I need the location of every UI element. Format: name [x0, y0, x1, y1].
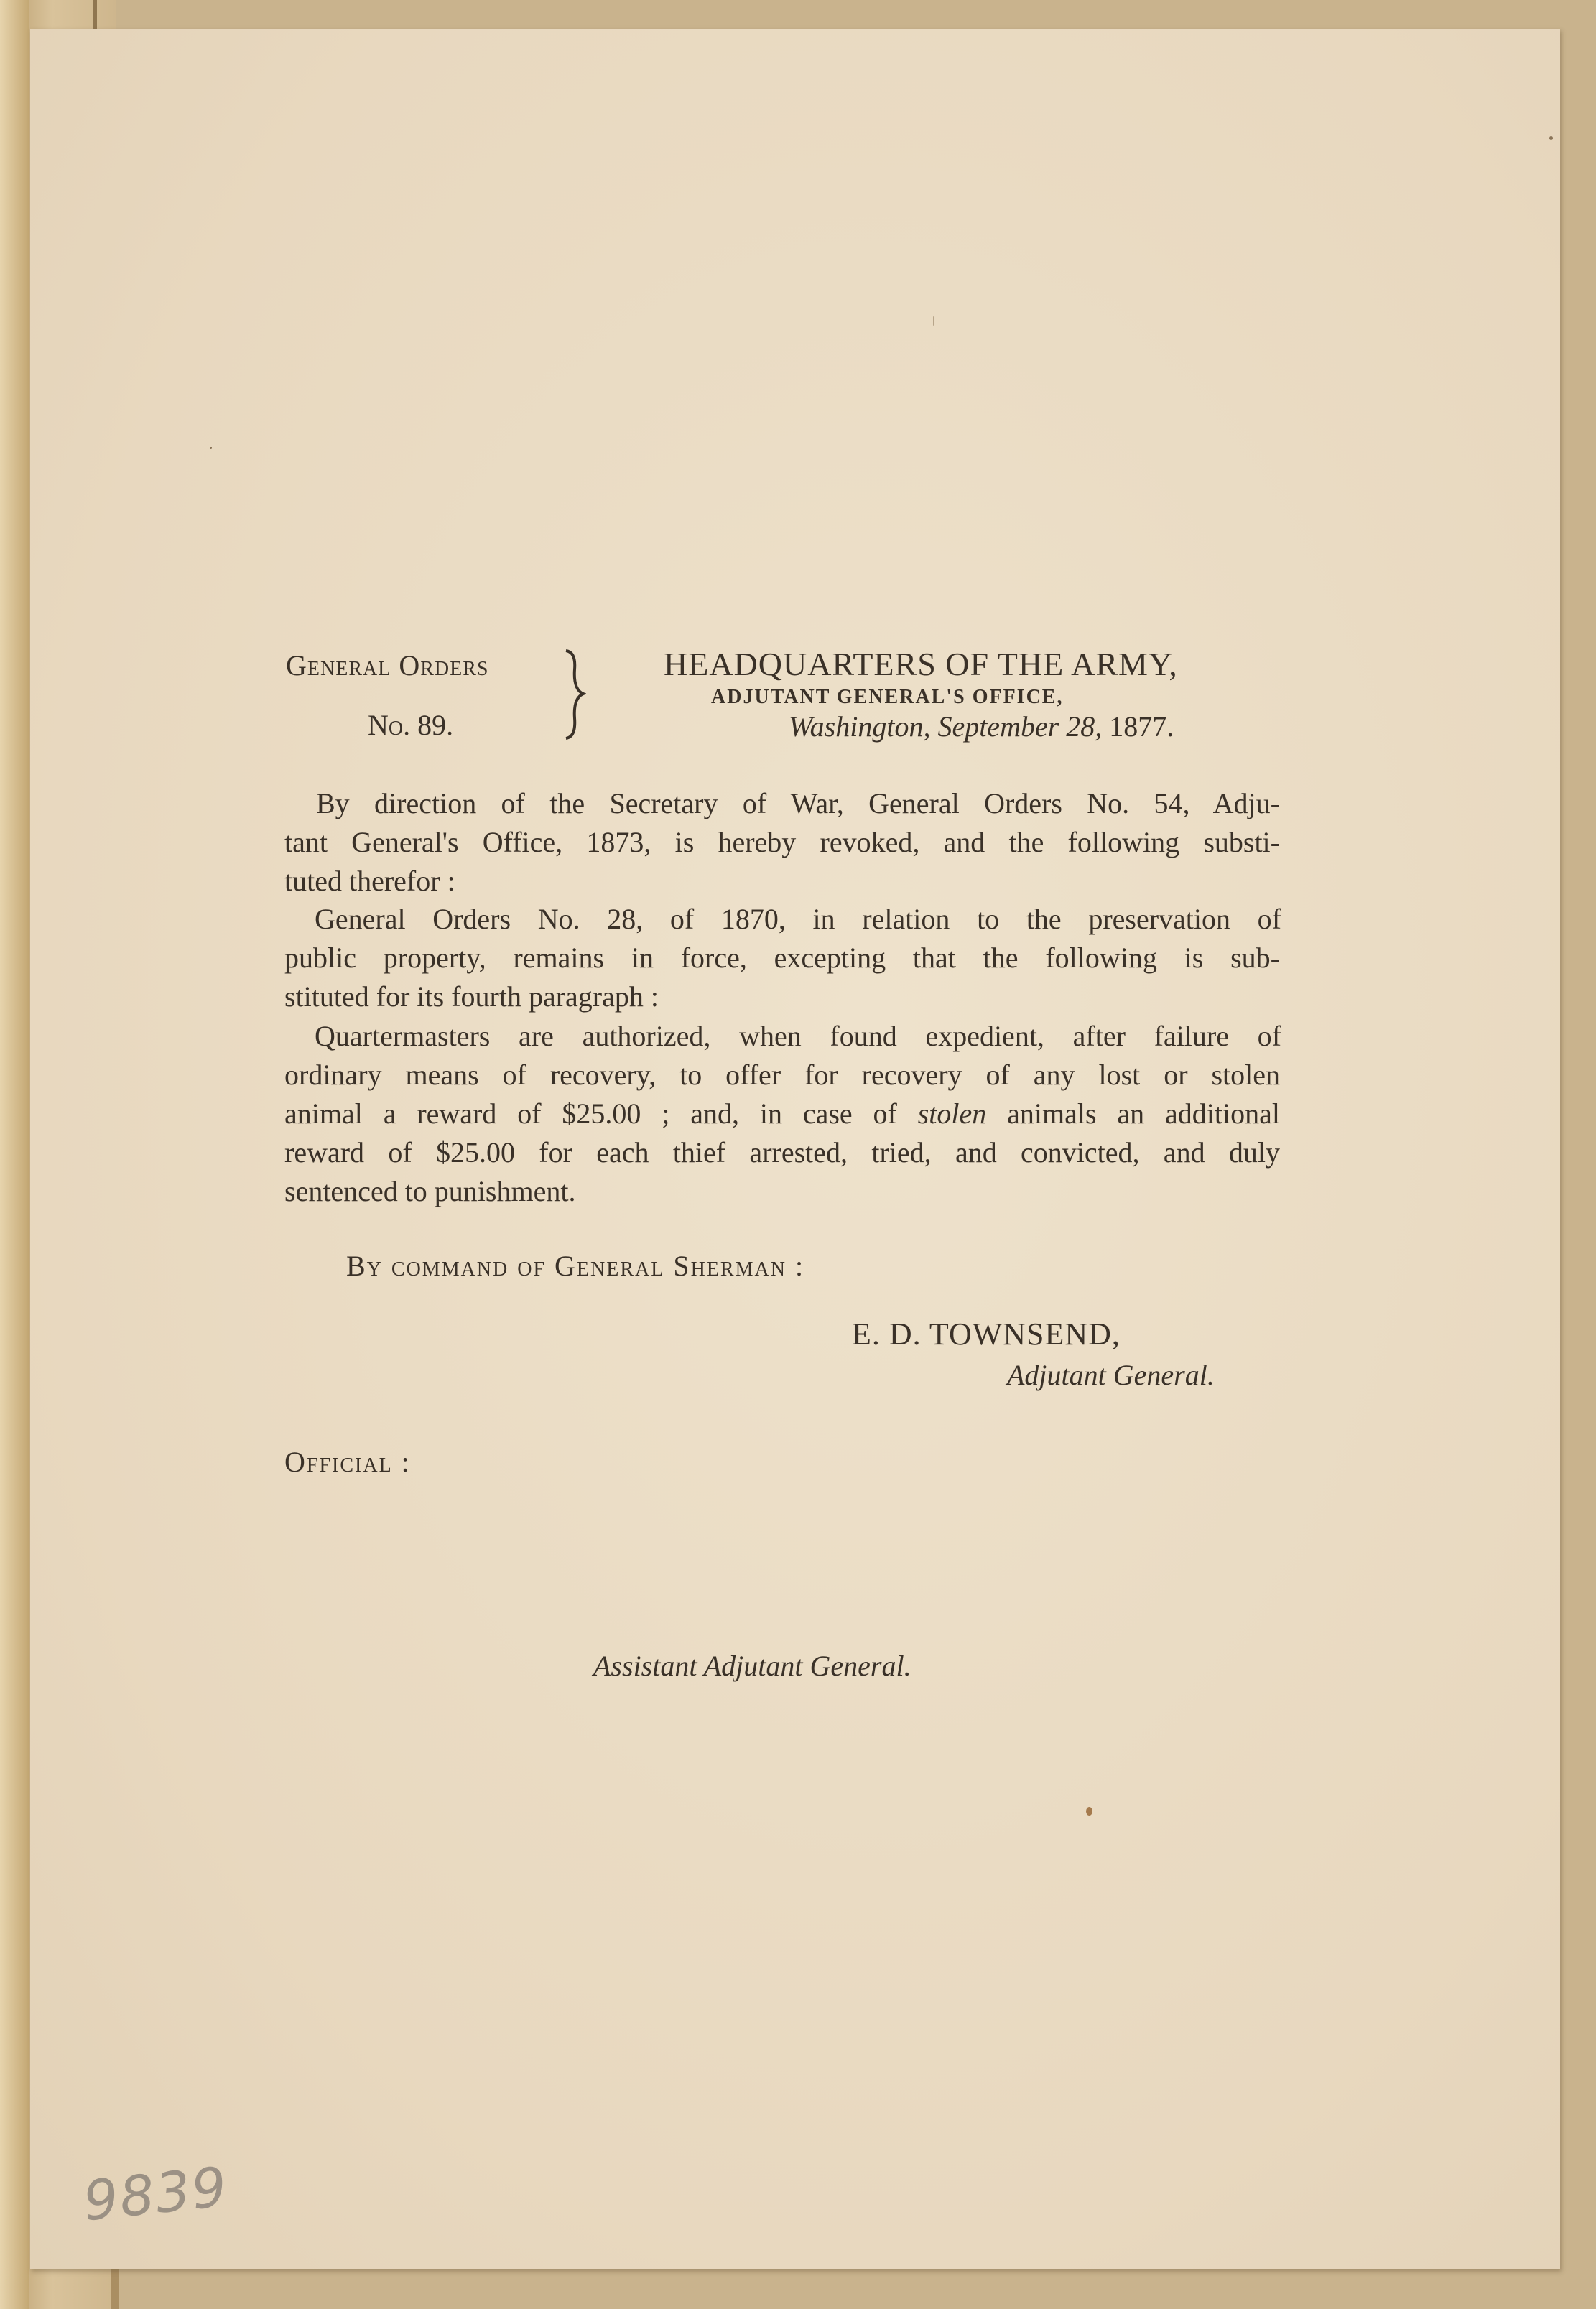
- paper-speck: [210, 447, 212, 449]
- dateline-place: Washington, September 28,: [789, 710, 1103, 743]
- paragraph-3-line-5: sentenced to punishment.: [284, 1175, 576, 1207]
- paragraph-3-line-1: Quartermasters are authorized, when found expedient, after failure of: [315, 1020, 1281, 1052]
- paragraph-3-line-3: [284, 1097, 1281, 1130]
- signer-title: Adjutant General.: [1007, 1359, 1215, 1391]
- paragraph-2-line-3: stituted for its fourth paragraph :: [284, 980, 659, 1013]
- paper-speck: [1086, 1807, 1092, 1816]
- paragraph-3-line-4: reward of $25.00 for each thief arrested, tried, and convicted, and duly: [284, 1136, 1280, 1169]
- stolen-emphasis: stolen: [917, 1097, 987, 1130]
- paragraph-2-line-1: General Orders No. 28, of 1870, in relation to the preservation of: [315, 903, 1281, 935]
- general-orders-label: General Orders: [286, 649, 489, 682]
- by-command-line: By command of General Sherman :: [346, 1250, 805, 1282]
- dateline: [789, 710, 1174, 743]
- paragraph-1-line-2: tant General's Office, 1873, is hereby revoked, and the following substi-: [284, 826, 1280, 858]
- paragraph-2-line-2: public property, remains in force, excepting that the following is sub-: [284, 942, 1280, 974]
- archive-number: 9839: [80, 2154, 231, 2234]
- assistant-adjutant-title: Assistant Adjutant General.: [593, 1650, 911, 1682]
- official-label: Official :: [284, 1446, 411, 1478]
- mount-edge: [0, 0, 29, 2309]
- general-orders-number: No. 89.: [368, 709, 454, 741]
- paper-speck: [933, 316, 934, 326]
- headquarters-title: HEADQUARTERS OF THE ARMY,: [664, 646, 1178, 682]
- adjutant-office-subtitle: ADJUTANT GENERAL'S OFFICE,: [711, 686, 1064, 708]
- paragraph-3-line-2: ordinary means of recovery, to offer for recovery of any lost or stolen: [284, 1059, 1280, 1091]
- dateline-year: 1877.: [1109, 710, 1174, 743]
- paper-speck: [1549, 136, 1553, 140]
- signer-name: E. D. TOWNSEND,: [852, 1316, 1121, 1352]
- paragraph-1-line-3: tuted therefor :: [284, 865, 455, 897]
- paragraph-3-line-3-end: animals an additional: [1007, 1097, 1281, 1130]
- paragraph-1-line-1: By direction of the Secretary of War, General Orders No. 54, Adju-: [316, 787, 1280, 819]
- paragraph-3-line-3-start: animal a reward of $25.00 ; and, in case of: [284, 1097, 897, 1130]
- brace-icon: [562, 648, 586, 741]
